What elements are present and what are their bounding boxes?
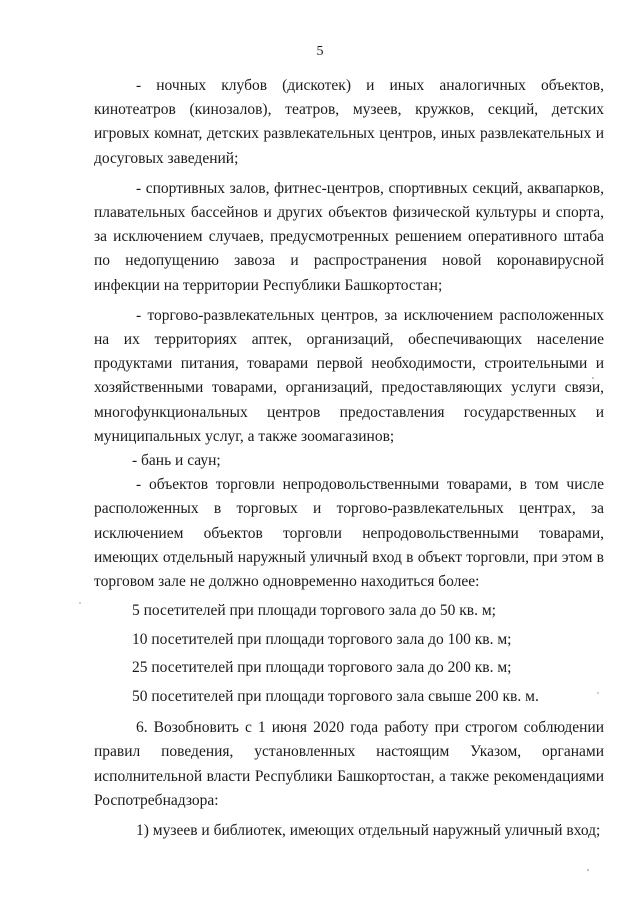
paragraph-shopping-centers: - торгово-развлекательных центров, за исключением расположенных на их территориях аптек, организаций, обеспечивающих население продуктами питания, товарами первой необходимости, строительными и хозяйственными товарами, организаций, предоставляющих услуги связи, многофункциональных центров предоставления государственных и муниципальных услуг, а также зоомагазинов;	[94, 306, 604, 445]
paragraph-museums: 1) музеев и библиотек, имеющих отдельный наружный уличный вход;	[136, 822, 601, 840]
paragraph-resume-work: 6. Возобновить с 1 июня 2020 года работу при строгом соблюдении правил поведения, установленных настоящим Указом, органами исполнительной власти Республики Башкортостан, а также рекомендациями Роспотребнадзора:	[94, 719, 604, 809]
document-body	[94, 74, 604, 843]
paragraph-nightclubs: - ночных клубов (дискотек) и иных аналогичных объектов, кинотеатров (кинозалов), театров, музеев, кружков, секций, детских игровых комнат, детских развлекательных центров, иных развлекательных и досуговых заведений;	[94, 77, 604, 167]
visitor-limit-item: 10 посетителей при площади торгового зала до 100 кв. м;	[132, 630, 512, 648]
scan-speck	[587, 869, 589, 871]
visitor-limit-item: 25 посетителей при площади торгового зала до 200 кв. м;	[132, 659, 512, 677]
paragraph-non-food-retail: - объектов торговли непродовольственными товарами, в том числе расположенных в торговых и торгово-развлекательных центрах, за исключением объектов торговли непродовольственными товарами, имеющих отдельный наружный уличный вход в объект торговли, при этом в торговом зале не должно одновременно находиться более:	[94, 476, 604, 591]
scan-speck	[79, 602, 80, 603]
paragraph-sports: - спортивных залов, фитнес-центров, спортивных секций, аквапарков, плавательных бассейнов и других объектов физической культуры и спорта, за исключением случаев, предусмотренных решением оперативного штаба по недопущению завоза и распространения новой коронавирусной инфекции на территории Республики Башкортостан;	[94, 179, 604, 294]
visitor-limits-list	[94, 598, 604, 710]
page-number: 5	[316, 44, 324, 59]
paragraph-baths: - бань и саун;	[132, 452, 221, 470]
visitor-limit-item: 5 посетителей при площади торгового зала до 50 кв. м;	[132, 602, 496, 620]
visitor-limit-item: 50 посетителей при площади торгового зала свыше 200 кв. м.	[132, 687, 539, 705]
